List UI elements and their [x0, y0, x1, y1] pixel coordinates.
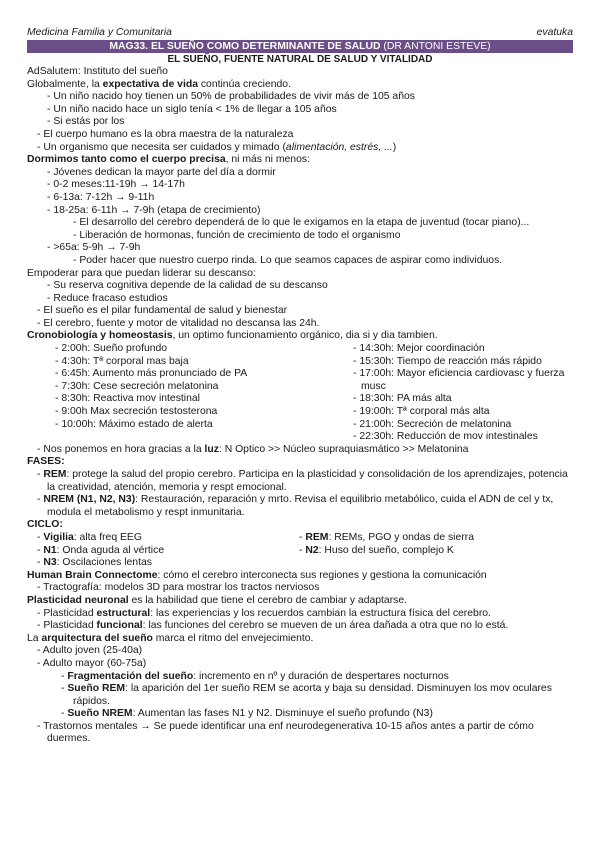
header-left: Medicina Familia y Comunitaria [27, 27, 172, 38]
list-item: - Reduce fracaso estudios [47, 292, 168, 304]
list-item: - 18:30h: PA más alta [353, 393, 452, 405]
list-item: - REM: protege la salud del propio cerebro. Participa en la plasticidad y consolidación de los aprendizajes, potencia la creatividad, atención, memoria y respt emocional. [37, 469, 568, 493]
subtitle: EL SUEÑO, FUENTE NATURAL DE SALUD Y VITALIDAD [167, 54, 433, 65]
list-item: - Nos ponemos en hora gracias a la luz: N Optico >> Núcleo supraquiasmático >> Melatonina [37, 443, 469, 455]
chronobiology-columns [27, 343, 573, 444]
section-heading: CICLO: [27, 519, 63, 531]
list-item: - N2: Huso del sueño, complejo K [299, 544, 454, 556]
list-item: - Fragmentación del sueño: incremento en nº y duración de despertares nocturnos [61, 670, 449, 682]
list-item: - Un organismo que necesita ser cuidados y mimado (alimentación, estrés, ...) [37, 141, 397, 153]
page-header [27, 27, 573, 40]
text-line: Cronobiología y homeostasis, un optimo funcionamiento orgánico, dia si y dia tambien. [27, 330, 438, 342]
list-item: - 2:00h: Sueño profundo [55, 343, 168, 355]
list-item: - El desarrollo del cerebro dependerá de lo que le exigamos en la etapa de juventud (tocar piano)... [73, 217, 530, 229]
list-item: - Poder hacer que nuestro cuerpo rinda. Lo que seamos capaces de aspirar como individuos. [73, 254, 503, 266]
header-right: evatuka [536, 27, 573, 38]
list-item: - NREM (N1, N2, N3): Restauración, reparación y mrto. Revisa el equilibrio metabólico, cuida el ADN de cel y tx, modula el metabolismo y respt inmunitaria. [37, 494, 554, 518]
list-item: - 21:00h: Secreción de melatonina [353, 418, 512, 430]
list-item: - Liberación de hormonas, función de crecimiento de todo el organismo [73, 229, 401, 241]
list-item: - Adulto joven (25-40a) [37, 645, 143, 657]
list-item: - 10:00h: Máximo estado de alerta [55, 418, 213, 430]
list-item: - 0-2 meses:11-19h → 14-17h [47, 179, 185, 191]
list-item: - >65a: 5-9h → 7-9h [47, 242, 141, 254]
list-item: - Un niño nacido hace un siglo tenía < 1% de llegar a 105 años [47, 103, 337, 115]
list-item: - Si estás por los [47, 116, 125, 128]
list-item: - N3: Oscilaciones lentas [37, 557, 152, 569]
list-item: - 18-25a: 6-11h → 7-9h (etapa de crecimiento) [47, 204, 261, 216]
list-item: - 9:00h Max secreción testosterona [55, 406, 218, 418]
list-item: - El cuerpo humano es la obra maestra de la naturaleza [37, 128, 294, 140]
list-item: - 8:30h: Reactiva mov intestinal [55, 393, 200, 405]
text-line: Globalmente, la expectativa de vida continúa creciendo. [27, 78, 291, 90]
list-item: - Plasticidad funcional: las funciones del cerebro se mueven de un área dañada a otra que no lo está. [37, 620, 509, 632]
list-item: - 4:30h: Tª corporal mas baja [55, 355, 189, 367]
list-item: - Trastornos mentales → Se puede identificar una enf neurodegenerativa 10-15 años antes a partir de cómo duermes. [37, 720, 534, 745]
list-item: - Tractografía: modelos 3D para mostrar los tractos nerviosos [37, 582, 320, 594]
list-item: - Adulto mayor (60-75a) [37, 657, 147, 669]
text-line: La arquitectura del sueño marca el ritmo del envejecimiento. [27, 632, 314, 644]
title-main: MAG33. EL SUEÑO COMO DETERMINANTE DE SALUD [109, 41, 381, 52]
list-item: - El sueño es el pilar fundamental de salud y bienestar [37, 305, 288, 317]
chrono-left-column [27, 343, 345, 444]
text-line: Empoderar para que puedan liderar su descanso: [27, 267, 256, 279]
cycle-row [27, 545, 573, 558]
title-author: (DR ANTONI ESTEVE) [383, 41, 491, 52]
text-line: Plasticidad neuronal es la habilidad que tiene el cerebro de cambiar y adaptarse. [27, 594, 408, 606]
list-item: - N1: Onda aguda al vértice [37, 544, 165, 556]
list-item: - 14:30h: Mejor coordinación [353, 343, 485, 355]
list-item: - 6:45h: Aumento más pronunciado de PA [55, 368, 248, 380]
list-item: - 22:30h: Reducción de mov intestinales [353, 431, 538, 443]
list-item: - 17:00h: Mayor eficiencia cardiovasc y fuerza musc [353, 368, 565, 392]
text-line: Dormimos tanto como el cuerpo precisa, ni más ni menos: [27, 154, 310, 166]
list-item: - 7:30h: Cese secreción melatonina [55, 380, 219, 392]
list-item: - El cerebro, fuente y motor de vitalidad no descansa las 24h. [37, 317, 320, 329]
list-item: - 6-13a: 7-12h → 9-11h [47, 191, 155, 203]
list-item: - Sueño NREM: Aumentan las fases N1 y N2. Disminuye el sueño profundo (N3) [61, 708, 433, 720]
title-bar [27, 40, 573, 53]
list-item: - Un niño nacido hoy tienen un 50% de probabilidades de vivir más de 105 años [47, 91, 415, 103]
list-item: - 15:30h: Tiempo de reacción más rápido [353, 355, 542, 367]
list-item: - 19:00h: Tª corporal más alta [353, 406, 490, 418]
section-heading: FASES: [27, 456, 65, 468]
list-item: - REM: REMs, PGO y ondas de sierra [299, 531, 474, 543]
list-item: - Vigilia: alta freq EEG [37, 531, 142, 543]
text-line: Human Brain Connectome: cómo el cerebro interconecta sus regiones y gestiona la comunicación [27, 569, 487, 581]
list-item: - Plasticidad estructural: las experiencias y los recuerdos cambian la estructura física del cerebro. [37, 607, 491, 619]
list-item: - Sueño REM: la aparición del 1er sueño REM se acorta y baja su densidad. Disminuyen los mov oculares rápidos. [61, 683, 552, 707]
cycle-row [27, 532, 573, 545]
list-item: - Jóvenes dedican la mayor parte del día a dormir [47, 166, 276, 178]
chrono-right-column [345, 343, 573, 444]
text-line: AdSalutem: Instituto del sueño [27, 66, 168, 77]
document-page [27, 27, 573, 746]
list-item: - Su reserva cognitiva depende de la calidad de su descanso [47, 280, 328, 292]
